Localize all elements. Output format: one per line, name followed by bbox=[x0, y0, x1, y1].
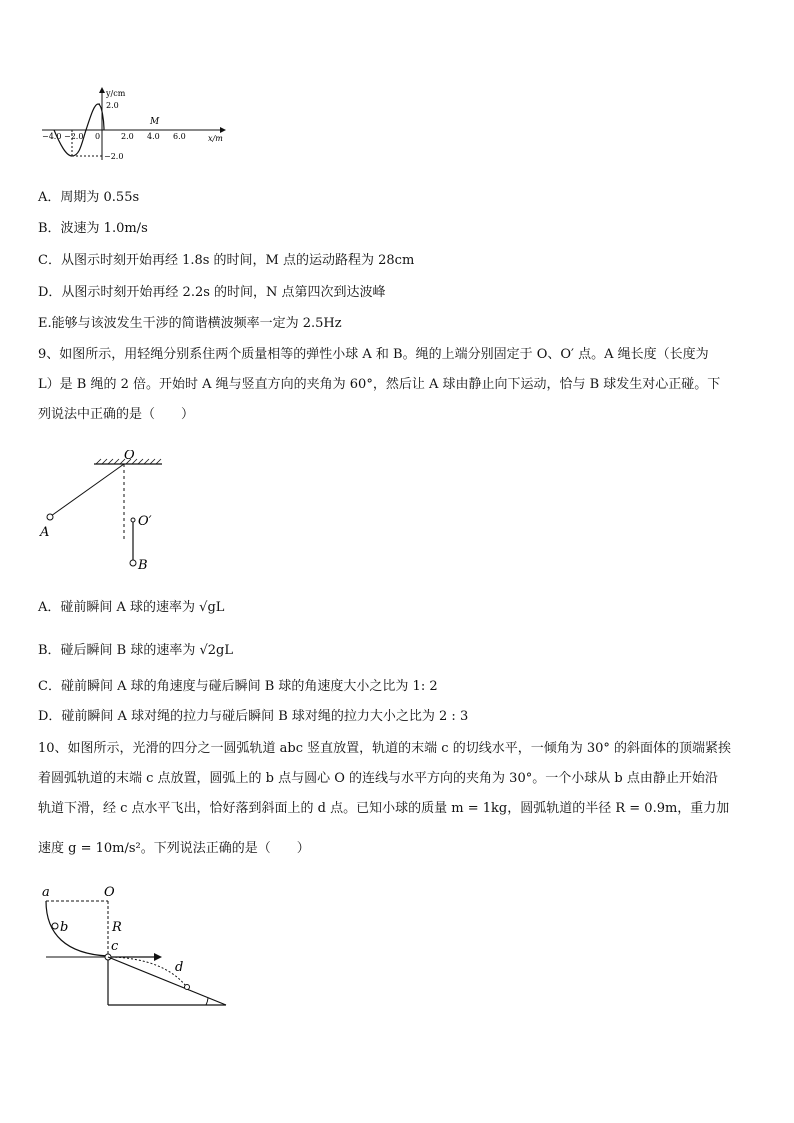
y-tick-bottom: −2.0 bbox=[104, 152, 124, 161]
pivot-o-prime bbox=[131, 518, 135, 522]
q9-option-a: A．碰前瞬间 A 球的速率为 √gL bbox=[38, 600, 225, 615]
label-o: O bbox=[104, 885, 115, 900]
q8-option-a: A．周期为 0.55s bbox=[38, 190, 140, 205]
rope-a bbox=[51, 464, 124, 516]
q8-option-b: B．波速为 1.0m/s bbox=[38, 221, 148, 236]
x-tick-4: 2.0 bbox=[121, 132, 134, 141]
label-a: A bbox=[40, 525, 50, 540]
label-d: d bbox=[175, 960, 184, 975]
q8-option-c: C．从图示时刻开始再经 1.8s 的时间，M 点的运动路程为 28cm bbox=[38, 253, 415, 268]
y-axis-arrow bbox=[99, 87, 105, 93]
q9-stem bbox=[38, 340, 760, 430]
incline-angle-arc bbox=[206, 998, 208, 1005]
pendulum-figure bbox=[36, 450, 176, 580]
label-a: a bbox=[42, 885, 50, 900]
x-tick-6: 6.0 bbox=[173, 132, 186, 141]
x-tick-3: 0 bbox=[95, 132, 101, 141]
x-tick-2: −2.0 bbox=[64, 132, 84, 141]
label-b: B bbox=[138, 558, 148, 573]
ball-b-marker bbox=[52, 923, 58, 929]
velocity-arrowhead bbox=[154, 953, 162, 961]
q9-stem-line-3: 列说法中正确的是（ ） bbox=[38, 407, 195, 422]
x-tick-1: −4.0 bbox=[42, 132, 62, 141]
x-tick-5: 4.0 bbox=[147, 132, 160, 141]
q9-option-b: B．碰后瞬间 B 球的速率为 √2gL bbox=[38, 643, 234, 658]
label-c: c bbox=[111, 939, 119, 954]
q10-stem-line-3: 轨道下滑，经 c 点水平飞出，恰好落到斜面上的 d 点。已知小球的质量 m = 1kg，圆弧轨道的半径 R = 0.9m，重力加 bbox=[38, 801, 730, 816]
q8-option-d: D．从图示时刻开始再经 2.2s 的时间，N 点第四次到达波峰 bbox=[38, 285, 386, 300]
q8-option-e: E.能够与该波发生干涉的简谐横波频率一定为 2.5Hz bbox=[38, 316, 342, 331]
label-o-prime: O′ bbox=[138, 514, 152, 529]
x-axis-arrow bbox=[220, 127, 226, 133]
label-o: O bbox=[124, 450, 135, 463]
q9-option-c: C．碰前瞬间 A 球的角速度与碰后瞬间 B 球的角速度大小之比为 1: 2 bbox=[38, 679, 438, 694]
point-d-marker bbox=[185, 985, 190, 990]
x-axis-label: x/m bbox=[208, 134, 223, 143]
q10-stem-line-1: 10、如图所示，光滑的四分之一圆弧轨道 abc 竖直放置，轨道的末端 c 的切线水平，一倾角为 30° 的斜面体的顶端紧挨 bbox=[38, 741, 732, 756]
incline-slope bbox=[108, 957, 226, 1005]
q9-stem-line-1: 9、如图所示，用轻绳分别系住两个质量相等的弹性小球 A 和 B。绳的上端分别固定于 O、O′ 点。A 绳长度（长度为 bbox=[38, 347, 709, 362]
q10-stem-line-2: 着圆弧轨道的末端 c 点放置，圆弧上的 b 点与圆心 O 的连线与水平方向的夹角为 30°。一个小球从 b 点由静止开始沿 bbox=[38, 771, 718, 786]
ball-b bbox=[130, 560, 136, 566]
q9-stem-line-2: L）是 B 绳的 2 倍。开始时 A 绳与竖直方向的夹角为 60°，然后让 A 球由静止向下运动，恰与 B 球发生对心正碰。下 bbox=[38, 377, 721, 392]
label-b: b bbox=[60, 920, 69, 935]
q10-stem-line-4: 速度 g = 10m/s²。下列说法正确的是（ ） bbox=[38, 841, 310, 856]
y-tick-top: 2.0 bbox=[106, 101, 119, 110]
label-r: R bbox=[112, 920, 122, 935]
ball-a bbox=[47, 514, 53, 520]
wave-graph bbox=[36, 84, 236, 164]
y-axis-label: y/cm bbox=[106, 89, 126, 98]
arc-track-figure bbox=[36, 884, 236, 1010]
q10-stem bbox=[38, 734, 760, 864]
q9-option-d: D．碰前瞬间 A 球对绳的拉力与碰后瞬间 B 球对绳的拉力大小之比为 2 : 3 bbox=[38, 709, 469, 724]
point-m-label: M bbox=[150, 117, 160, 127]
